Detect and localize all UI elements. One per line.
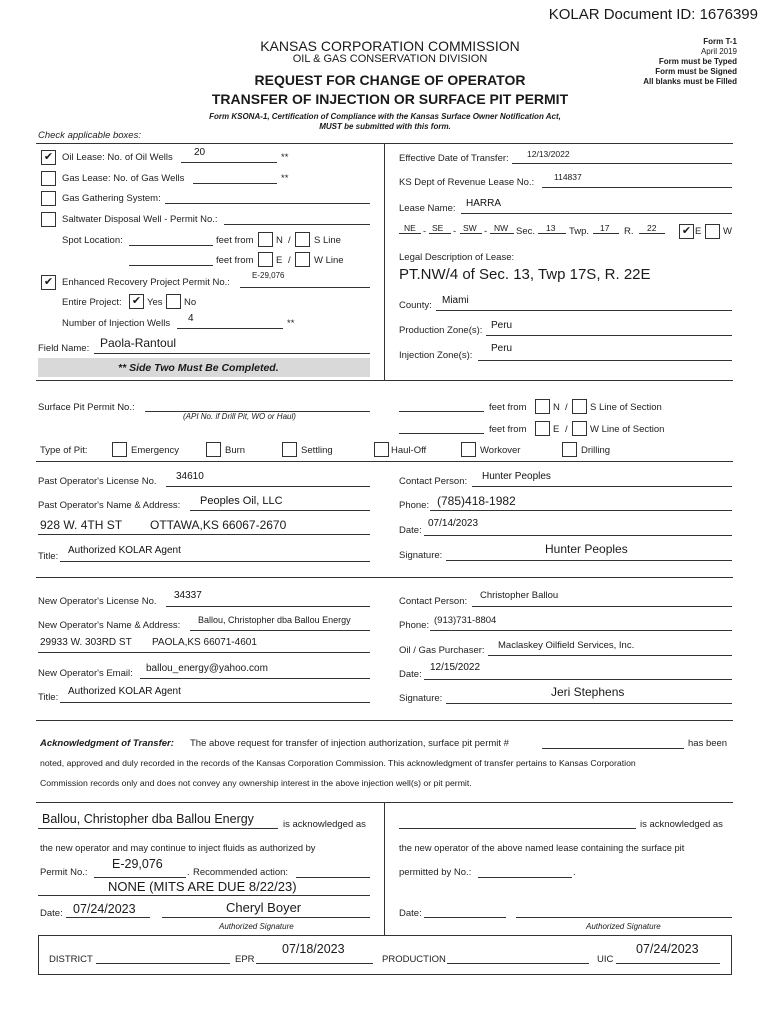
form-id: Form T-1 — [703, 37, 737, 46]
ack-permitted-period: . — [573, 867, 576, 878]
field-name-label: Field Name: — [38, 343, 90, 354]
past-phone-label: Phone: — [399, 500, 430, 511]
pit-type-emergency-checkbox[interactable] — [112, 442, 127, 457]
spot-slash-ew: / — [288, 255, 291, 266]
document-id: KOLAR Document ID: 1676399 — [548, 6, 758, 23]
saltwater-disposal-label: Saltwater Disposal Well - Permit No.: — [62, 214, 218, 225]
district-label: DISTRICT — [49, 954, 93, 965]
new-address-line-2[interactable]: PAOLA,KS 66071-4601 — [152, 637, 257, 648]
spot-slash-ns: / — [288, 235, 291, 246]
spot-s-checkbox[interactable] — [295, 232, 310, 247]
new-date-label: Date: — [399, 669, 422, 680]
spot-e-checkbox[interactable] — [258, 252, 273, 267]
effective-date-label: Effective Date of Transfer: — [399, 153, 509, 164]
new-license-label: New Operator's License No. — [38, 596, 157, 607]
township-value[interactable]: 17 — [600, 223, 610, 233]
form-title-2: TRANSFER OF INJECTION OR SURFACE PIT PERMIT — [211, 91, 569, 107]
past-contact-label: Contact Person: — [399, 476, 468, 487]
past-signature-value[interactable]: Hunter Peoples — [545, 542, 628, 556]
ack-operator-name[interactable]: Ballou, Christopher dba Ballou Energy — [42, 812, 254, 826]
spot-feet-from-ew: feet from — [216, 255, 254, 266]
ks-dept-revenue-label: KS Dept of Revenue Lease No.: — [399, 177, 535, 188]
epr-label: EPR — [235, 954, 255, 965]
new-phone-value[interactable]: (913)731-8804 — [434, 615, 497, 626]
enhanced-recovery-permit-no[interactable]: E-29,076 — [252, 271, 285, 280]
ack-right-date-label: Date: — [399, 908, 422, 919]
check-boxes-label: Check applicable boxes: — [38, 130, 141, 141]
spot-n-label: N — [276, 235, 283, 246]
county-label: County: — [399, 300, 432, 311]
pit-type-settling-label: Settling — [301, 445, 333, 456]
pit-e-checkbox[interactable] — [535, 421, 550, 436]
past-contact-value[interactable]: Hunter Peoples — [482, 471, 551, 482]
ack-heading: Acknowledgment of Transfer: — [40, 738, 174, 749]
spot-w-line-label: W Line — [314, 255, 344, 266]
gas-gathering-checkbox[interactable] — [41, 191, 56, 206]
ack-permitted-label: permitted by No.: — [399, 867, 472, 878]
ack-permit-label: Permit No.: — [40, 867, 88, 878]
quarter-dash-1: - — [423, 226, 427, 237]
type-of-pit-label: Type of Pit: — [40, 445, 88, 456]
ack-note[interactable]: NONE (MITS ARE DUE 8/22/23) — [108, 879, 297, 894]
ack-right-text: the new operator of the above named lease containing the surface pit — [399, 843, 685, 853]
lease-name-value[interactable]: HARRA — [466, 198, 502, 209]
past-phone-value[interactable]: (785)418-1982 — [437, 494, 516, 508]
pit-type-hauloff-checkbox[interactable] — [374, 442, 389, 457]
form-date: April 2019 — [700, 47, 737, 56]
gas-lease-label: Gas Lease: No. of Gas Wells — [62, 173, 185, 184]
production-label: PRODUCTION — [382, 954, 446, 965]
division-name: OIL & GAS CONSERVATION DIVISION — [292, 53, 488, 65]
pit-type-burn-label: Burn — [225, 445, 246, 456]
ack-right-authorized-signature: Authorized Signature — [586, 922, 661, 931]
pit-type-settling-checkbox[interactable] — [282, 442, 297, 457]
past-address-line-2[interactable]: OTTAWA,KS 66067-2670 — [150, 518, 287, 532]
pit-s-checkbox[interactable] — [572, 399, 587, 414]
past-license-label: Past Operator's License No. — [38, 476, 157, 487]
past-title-label: Title: — [38, 551, 59, 562]
past-name-address-label: Past Operator's Name & Address: — [38, 500, 181, 511]
ack-line-1: The above request for transfer of injection authorization, surface pit permit # — [190, 738, 509, 749]
range-label: R. — [624, 226, 634, 237]
past-signature-label: Signature: — [399, 550, 443, 561]
pit-s-line-label: S Line of Section — [590, 402, 662, 413]
ack-signer[interactable]: Cheryl Boyer — [226, 900, 302, 915]
range-e-label: E — [695, 226, 702, 237]
new-signature-value[interactable]: Jeri Stephens — [551, 685, 625, 699]
ack-left-is-acknowledged: is acknowledged as — [283, 819, 366, 830]
range-w-checkbox[interactable] — [705, 224, 720, 239]
new-license-value[interactable]: 34337 — [174, 590, 202, 601]
new-date-value[interactable]: 12/15/2022 — [430, 662, 481, 673]
new-contact-value[interactable]: Christopher Ballou — [480, 590, 559, 601]
new-email-value[interactable]: ballou_energy@yahoo.com — [146, 663, 268, 674]
entire-project-no-checkbox[interactable] — [166, 294, 181, 309]
entire-project-label: Entire Project: — [62, 297, 122, 308]
pit-feet-from-ns: feet from — [489, 402, 527, 413]
spot-w-checkbox[interactable] — [295, 252, 310, 267]
enhanced-recovery-checkbox[interactable]: ✔ — [41, 275, 56, 290]
side-two-text: ** Side Two Must Be Completed. — [118, 362, 279, 374]
quarter-1[interactable]: NE — [404, 223, 416, 233]
agency-name: KANSAS CORPORATION COMMISSION — [260, 38, 520, 54]
ack-has-been: has been — [688, 738, 728, 749]
lease-name-label: Lease Name: — [399, 203, 456, 214]
new-signature-label: Signature: — [399, 693, 443, 704]
new-title-label: Title: — [38, 692, 59, 703]
new-phone-label: Phone: — [399, 620, 430, 631]
new-address-line-1[interactable]: 29933 W. 303RD ST — [40, 637, 132, 648]
api-note: (API No. if Drill Pit, WO or Haul) — [183, 412, 296, 421]
injection-wells-value[interactable]: 4 — [188, 313, 194, 324]
epr-date[interactable]: 07/18/2023 — [282, 942, 345, 956]
form-title-1: REQUEST FOR CHANGE OF OPERATOR — [254, 72, 526, 88]
ack-left-authorized-signature: Authorized Signature — [219, 922, 294, 931]
ack-permit-value[interactable]: E-29,076 — [112, 857, 163, 871]
gas-lease-checkbox[interactable] — [41, 171, 56, 186]
range-w-label: W — [723, 226, 732, 237]
quarter-dash-3: - — [484, 226, 488, 237]
uic-label: UIC — [597, 954, 614, 965]
field-name-value[interactable]: Paola-Rantoul — [100, 336, 177, 350]
ks-dept-revenue-value[interactable]: 114837 — [554, 172, 582, 182]
pit-type-workover-checkbox[interactable] — [461, 442, 476, 457]
injection-wells-label: Number of Injection Wells — [62, 318, 171, 329]
past-title-value[interactable]: Authorized KOLAR Agent — [68, 545, 181, 556]
production-zone-label: Production Zone(s): — [399, 325, 483, 336]
oil-lease-checkbox[interactable]: ✔ — [41, 150, 56, 165]
ack-right-is-acknowledged: is acknowledged as — [640, 819, 723, 830]
spot-e-label: E — [276, 255, 283, 266]
past-name-value[interactable]: Peoples Oil, LLC — [200, 495, 283, 507]
section-value[interactable]: 13 — [546, 223, 556, 233]
ksona-note-2: MUST be submitted with this form. — [319, 122, 451, 131]
entire-project-yes-checkbox[interactable]: ✔ — [129, 294, 144, 309]
pit-n-checkbox[interactable] — [535, 399, 550, 414]
injection-zone-label: Injection Zone(s): — [399, 350, 473, 361]
ack-permit-period: . — [187, 867, 190, 878]
form-filled-note: All blanks must be Filled — [643, 77, 737, 86]
pit-type-drilling-label: Drilling — [581, 445, 611, 456]
purchaser-label: Oil / Gas Purchaser: — [399, 645, 485, 656]
quarter-dash-2: - — [453, 226, 457, 237]
legal-description-value[interactable]: PT.NW/4 of Sec. 13, Twp 17S, R. 22E — [399, 266, 651, 283]
pit-type-hauloff-label: Haul-Off — [391, 445, 427, 456]
new-name-value[interactable]: Ballou, Christopher dba Ballou Energy — [198, 615, 351, 625]
range-e-checkbox[interactable]: ✔ — [679, 224, 694, 239]
spot-feet-from-ns: feet from — [216, 235, 254, 246]
uic-date[interactable]: 07/24/2023 — [636, 942, 699, 956]
spot-n-checkbox[interactable] — [258, 232, 273, 247]
surface-pit-permit-label: Surface Pit Permit No.: — [38, 402, 135, 413]
pit-n-label: N — [553, 402, 560, 413]
pit-feet-from-ew: feet from — [489, 424, 527, 435]
quarter-4[interactable]: NW — [494, 223, 509, 233]
ack-line-3: Commission records only and does not convey any ownership interest in the above injection well(s) or pit permit. — [40, 778, 472, 788]
ack-left-text: the new operator and may continue to inject fluids as authorized by — [40, 843, 316, 853]
past-address-line-1[interactable]: 928 W. 4TH ST — [40, 518, 123, 532]
production-zone-value[interactable]: Peru — [491, 320, 513, 331]
gas-gathering-label: Gas Gathering System: — [62, 193, 161, 204]
spot-location-label: Spot Location: — [62, 235, 123, 246]
pit-e-label: E — [553, 424, 560, 435]
township-label: Twp. — [569, 226, 590, 237]
ack-left-date-value[interactable]: 07/24/2023 — [73, 902, 136, 916]
form-signed-note: Form must be Signed — [655, 67, 737, 76]
spot-s-line-label: S Line — [314, 235, 341, 246]
entire-project-no-label: No — [184, 297, 197, 308]
oil-lease-label: Oil Lease: No. of Oil Wells — [62, 152, 173, 163]
section-label: Sec. — [516, 226, 536, 237]
enhanced-recovery-label: Enhanced Recovery Project Permit No.: — [62, 277, 230, 288]
ack-recommended-label: Recommended action: — [193, 867, 289, 878]
ack-left-date-label: Date: — [40, 908, 63, 919]
past-date-label: Date: — [399, 525, 422, 536]
past-date-value[interactable]: 07/14/2023 — [428, 518, 479, 529]
past-license-value[interactable]: 34610 — [176, 471, 204, 482]
oil-wells-stars: ** — [281, 152, 289, 163]
entire-project-yes-label: Yes — [147, 297, 163, 308]
injection-zone-value[interactable]: Peru — [491, 343, 513, 354]
county-value[interactable]: Miami — [442, 295, 469, 306]
saltwater-disposal-checkbox[interactable] — [41, 212, 56, 227]
quarter-2[interactable]: SE — [432, 223, 444, 233]
quarter-3[interactable]: SW — [463, 223, 477, 233]
new-contact-label: Contact Person: — [399, 596, 468, 607]
pit-type-emergency-label: Emergency — [131, 445, 180, 456]
pit-slash-ns: / — [565, 402, 568, 413]
pit-w-checkbox[interactable] — [572, 421, 587, 436]
gas-wells-stars: ** — [281, 173, 289, 184]
ksona-note-1: Form KSONA-1, Certification of Compliance with the Kansas Surface Owner Notification Act, — [209, 112, 561, 121]
pit-type-burn-checkbox[interactable] — [206, 442, 221, 457]
legal-description-label: Legal Description of Lease: — [399, 252, 515, 263]
pit-type-workover-label: Workover — [480, 445, 521, 456]
new-name-address-label: New Operator's Name & Address: — [38, 620, 181, 631]
new-title-value[interactable]: Authorized KOLAR Agent — [68, 686, 181, 697]
range-value[interactable]: 22 — [647, 223, 657, 233]
effective-date-value[interactable]: 12/13/2022 — [527, 149, 570, 159]
purchaser-value[interactable]: Maclaskey Oilfield Services, Inc. — [498, 640, 635, 651]
pit-slash-ew: / — [565, 424, 568, 435]
form-typed-note: Form must be Typed — [658, 57, 737, 66]
pit-w-line-label: W Line of Section — [590, 424, 665, 435]
new-email-label: New Operator's Email: — [38, 668, 133, 679]
ack-line-2: noted, approved and duly recorded in the records of the Kansas Corporation Commission. This acknowledgment of transfer pertains to Kansas Corporation — [40, 758, 636, 768]
injection-wells-stars: ** — [287, 318, 295, 329]
pit-type-drilling-checkbox[interactable] — [562, 442, 577, 457]
oil-wells-value[interactable]: 20 — [194, 147, 206, 158]
